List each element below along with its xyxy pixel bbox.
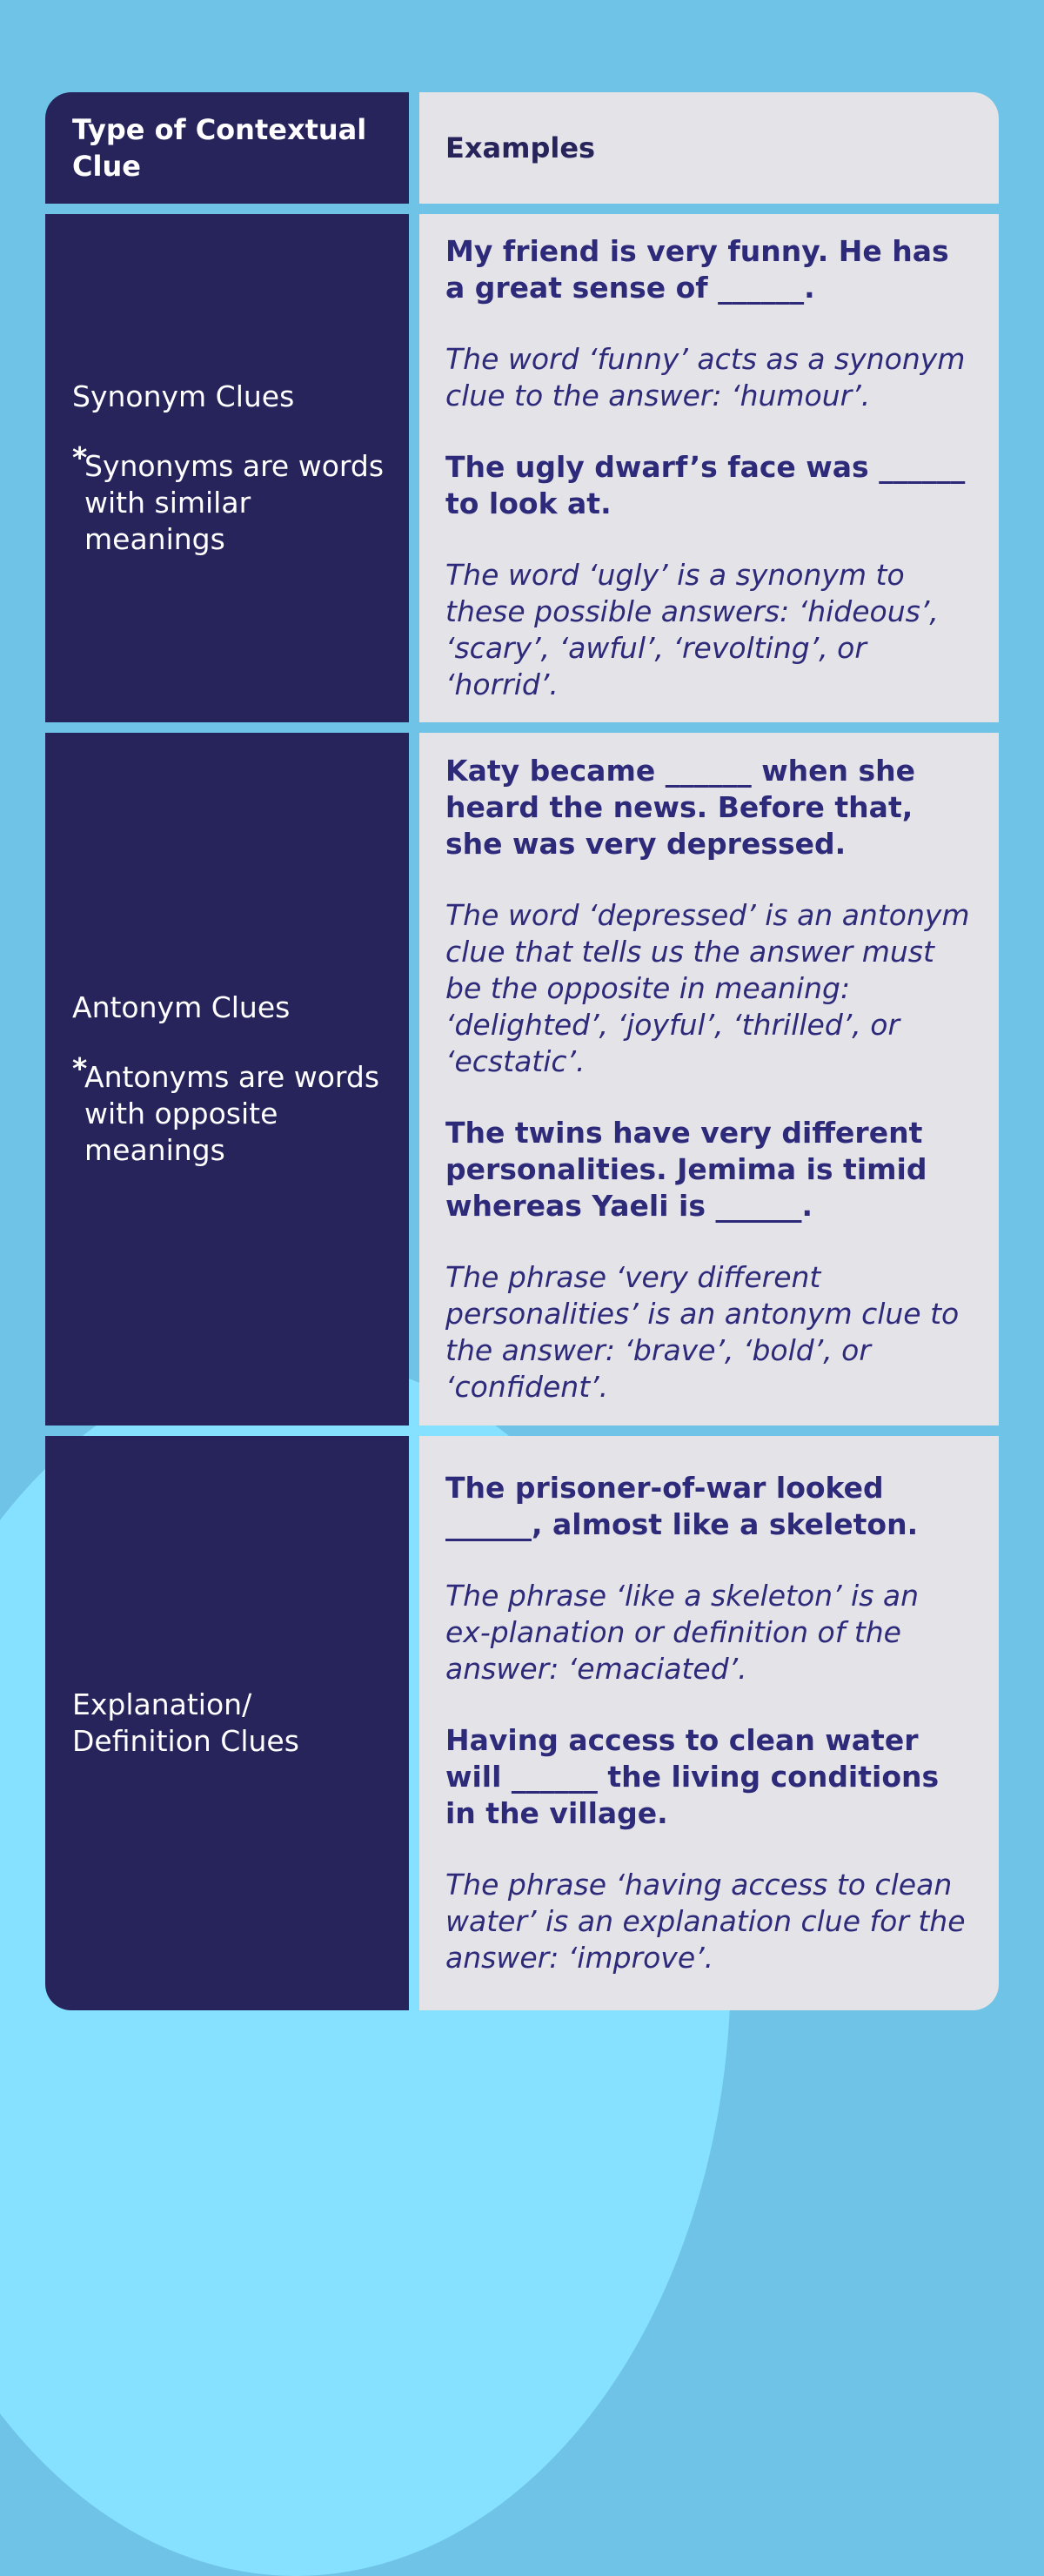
example-explanation: The word ‘ugly’ is a synonym to these possible answers: ‘hideous’, ‘scary’, ‘awful’, ‘revolting’, or ‘horrid’. — [445, 558, 939, 701]
contextual-clues-table — [45, 92, 999, 2010]
example-explanation: The phrase ‘having access to clean water’ is an explanation clue for the answer: ‘improve’. — [445, 1868, 966, 1975]
type-cell-explanation — [45, 1436, 409, 2010]
header-type-cell — [45, 92, 409, 204]
type-note — [72, 440, 393, 558]
type-title: Antonym Clues — [72, 990, 291, 1024]
example-explanation: The word ‘funny’ acts as a synonym clue to the answer: ‘humour’. — [445, 342, 966, 413]
type-note — [72, 1051, 393, 1169]
example-explanation: The word ‘depressed’ is an antonym clue that tells us the answer must be the opposite in meaning: ‘delighted’, ‘joyful’, ‘thrilled’, or ‘ecstatic’. — [445, 898, 970, 1078]
example-explanation: The phrase ‘very different personalities’ is an antonym clue to the answer: ‘brave’, ‘bold’, or ‘confident’. — [445, 1260, 960, 1404]
type-title: Synonym Clues — [72, 379, 295, 413]
example-sentence: The twins have very different personalities. Jemima is timid whereas Yaeli is ______. — [445, 1116, 927, 1223]
type-note-text: Antonyms are words with opposite meanings — [84, 1060, 380, 1167]
example-explanation: The phrase ‘like a skeleton’ is an ex-planation or definition of the answer: ‘emaciated’. — [445, 1579, 920, 1686]
type-title: Explanation/ Definition Clues — [72, 1687, 299, 1758]
asterisk-marker: * — [72, 440, 88, 474]
examples-cell-synonym — [419, 214, 999, 722]
examples-cell-explanation — [419, 1436, 999, 2010]
type-cell-synonym — [45, 214, 409, 722]
asterisk-marker: * — [72, 1051, 88, 1085]
header-type-label: Type of Contextual Clue — [72, 113, 367, 183]
type-cell-antonym — [45, 733, 409, 1426]
example-sentence: The prisoner-of-war looked ______, almost like a skeleton. — [445, 1471, 919, 1541]
example-sentence: The ugly dwarf’s face was ______ to look at. — [445, 450, 966, 520]
examples-cell-antonym — [419, 733, 999, 1426]
header-examples-label: Examples — [445, 131, 596, 164]
type-note-text: Synonyms are words with similar meanings — [84, 449, 385, 556]
example-sentence: Having access to clean water will ______ the living conditions in the village. — [445, 1723, 940, 1830]
example-sentence: Katy became ______ when she heard the news. Before that, she was very depressed. — [445, 754, 916, 861]
example-sentence: My friend is very funny. He has a great sense of ______. — [445, 234, 949, 305]
header-examples-cell — [419, 92, 999, 204]
